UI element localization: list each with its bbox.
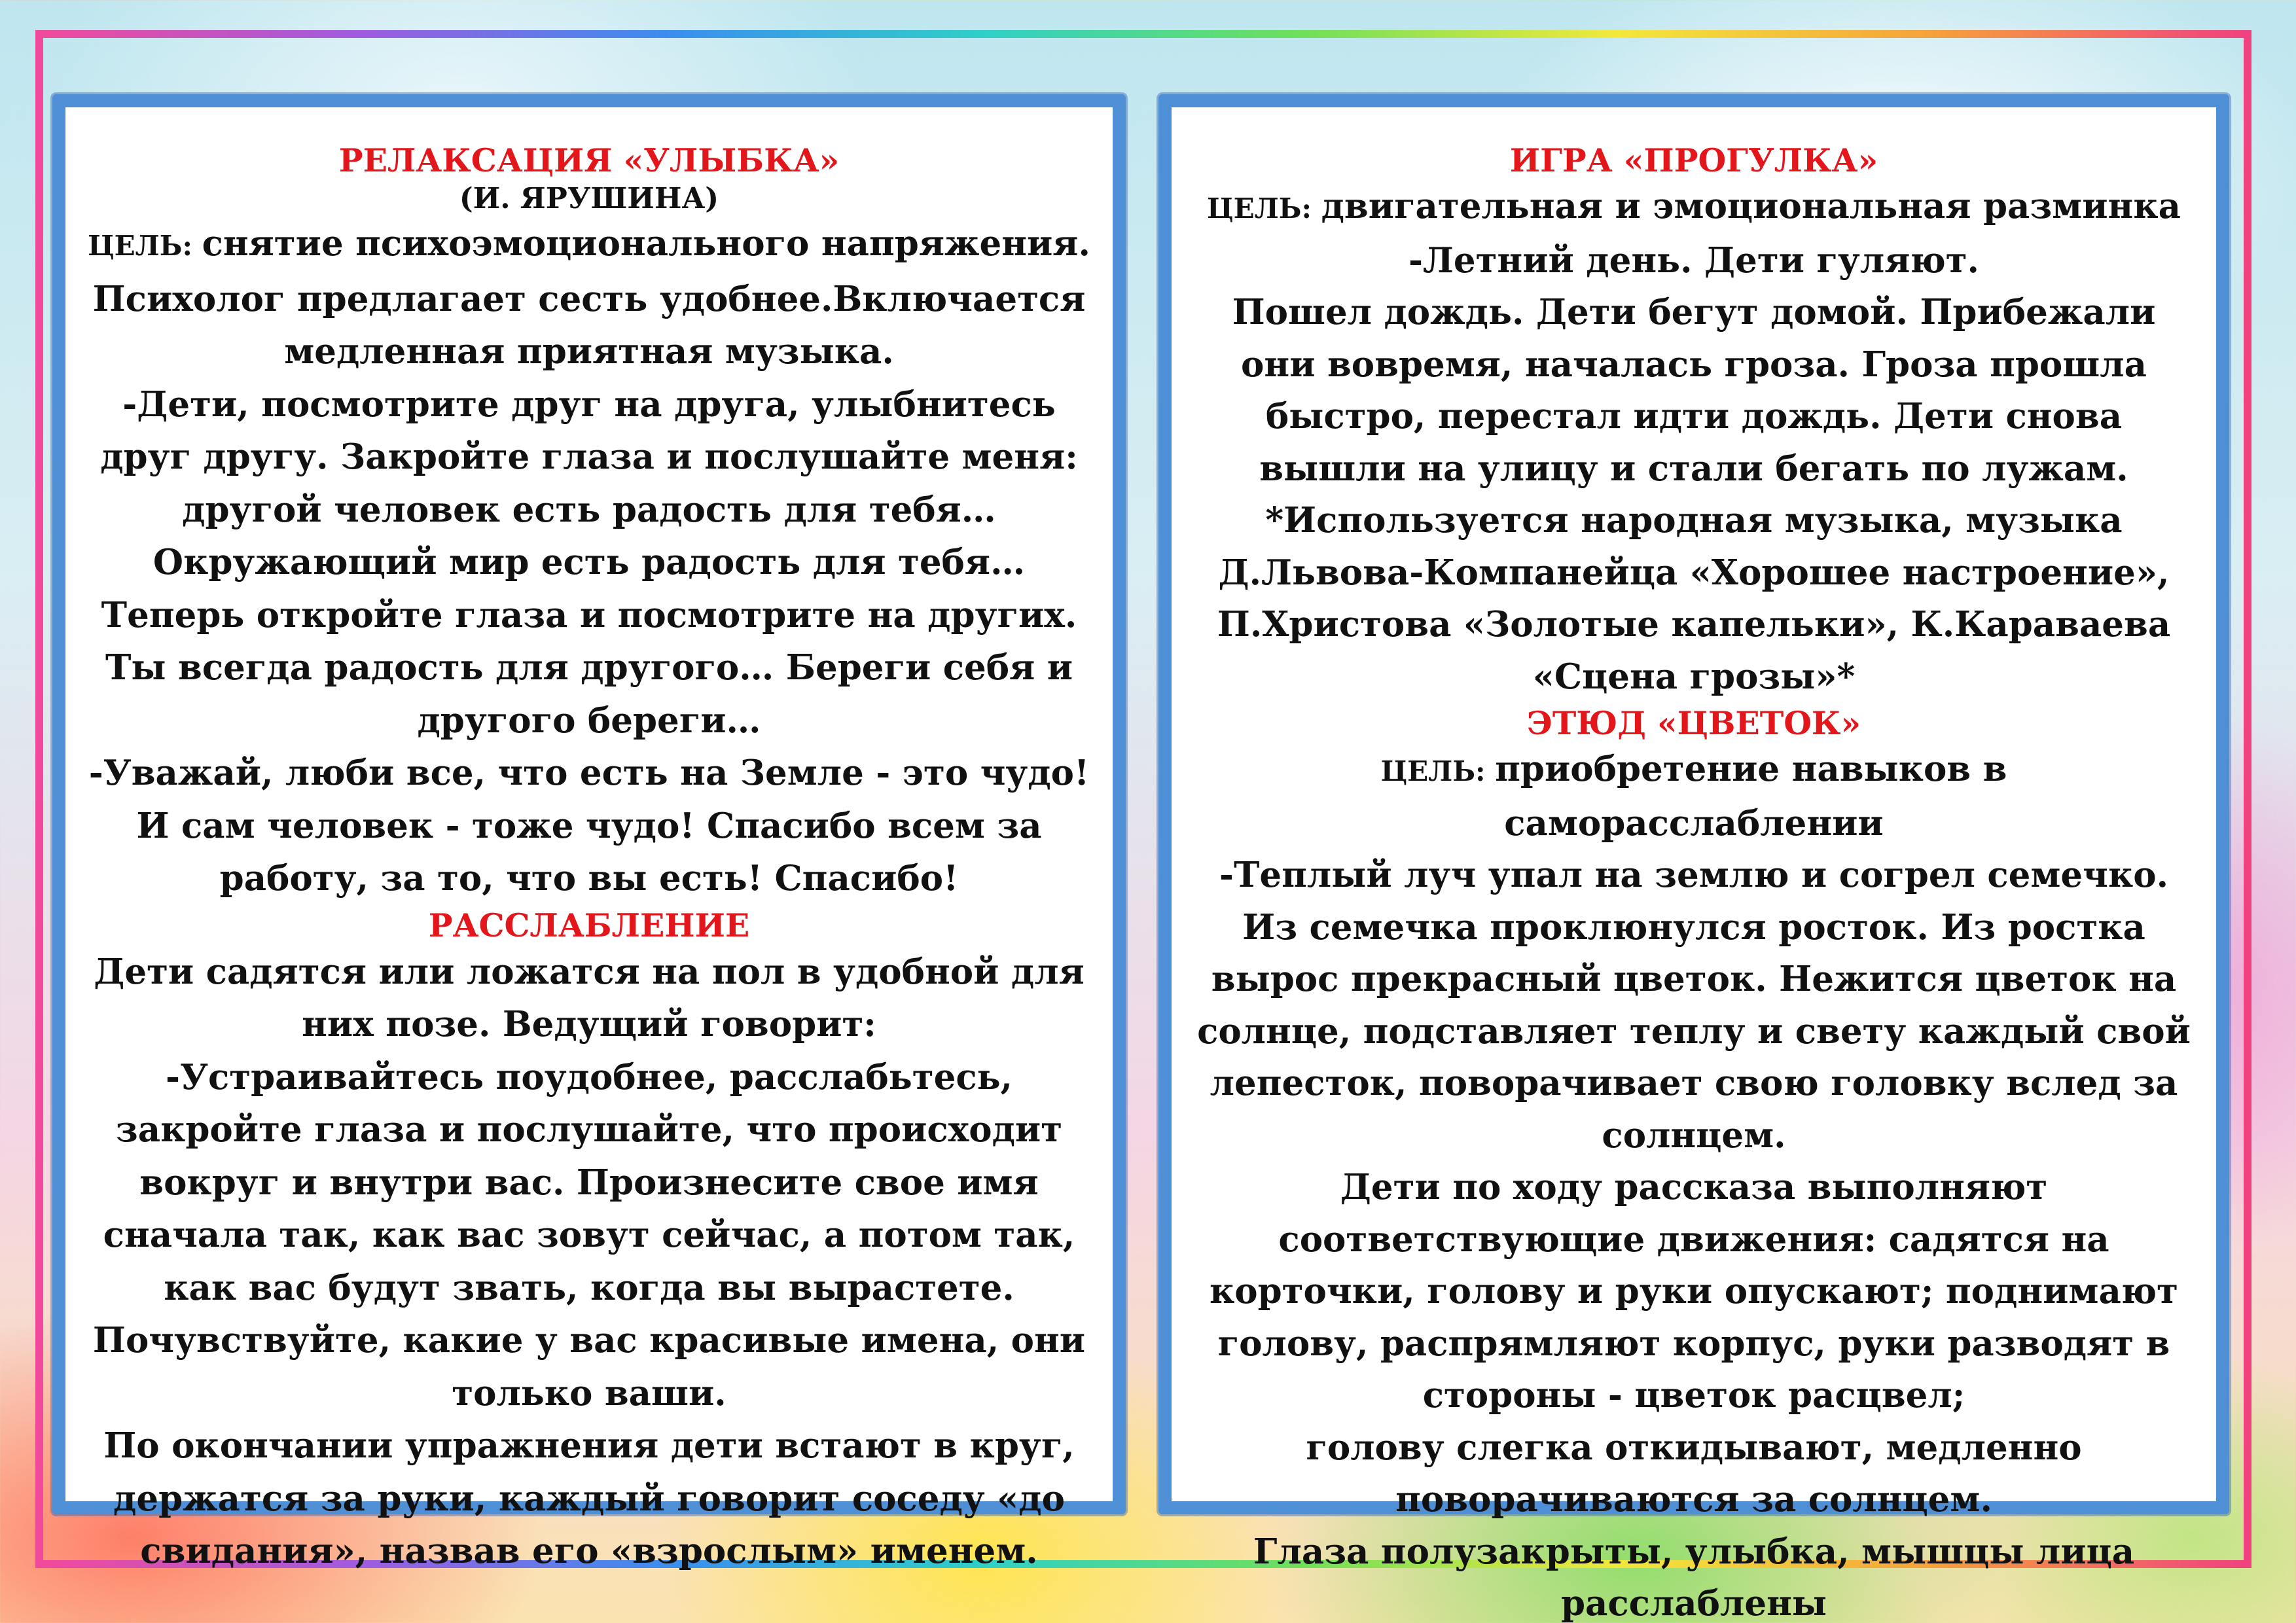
right-paragraph-6: голову слегка откидывают, медленно поворачиваются за солнцем. bbox=[1306, 1427, 2082, 1520]
left-paragraph-6: По окончании упражнения дети встают в круг, держатся за руки, каждый говорит соседу «до свидания», назвав его «взрослым» именем. bbox=[103, 1425, 1075, 1571]
right-panel-content bbox=[1172, 107, 2216, 1623]
right-goal-2 bbox=[1194, 743, 2194, 849]
right-panel bbox=[1158, 94, 2229, 1623]
goal-label: ЦЕЛЬ: bbox=[1207, 192, 1321, 224]
goal-text: снятие психоэмоционального напряжения. bbox=[202, 223, 1090, 264]
right-paragraph-1: -Летний день. Дети гуляют. bbox=[1408, 240, 1979, 281]
flower-etude-title: ЭТЮД «ЦВЕТОК» bbox=[1526, 704, 1861, 742]
left-panel bbox=[52, 94, 1126, 1571]
walk-game-title: ИГРА «ПРОГУЛКА» bbox=[1509, 141, 1878, 179]
goal-text: двигательная и эмоциональная разминка bbox=[1321, 186, 2181, 226]
right-paragraph-3: *Используется народная музыка, музыка Д.Львова-Компанейца «Хорошее настроение», П.Христова «Золотые капельки», К.Караваева «Сцена грозы»* bbox=[1217, 500, 2171, 697]
relaxation-title: РАССЛАБЛЕНИЕ bbox=[428, 906, 750, 944]
right-paragraph-5: Дети по ходу рассказа выполняют соответствующие движения: садятся на корточки, голову и руки опускают; поднимают голову, распрямляют корпус, руки разводят в стороны - цветок расцвел; bbox=[1210, 1167, 2178, 1416]
right-goal-1 bbox=[1194, 181, 2194, 235]
left-paragraph-2: -Дети, посмотрите друг на друга, улыбнитесь друг другу. Закройте глаза и послушайте меня: другой человек есть радость для тебя… Окружающий мир есть радость для тебя… Теперь откройте глаза и посмотрите на других. Ты всегда радость для другого… Береги себя и другого береги… bbox=[100, 383, 1078, 741]
left-paragraph-5: -Устраивайтесь поудобнее, расслабьтесь, закройте глаза и послушайте, что происходит вокруг и внутри вас. Произнесите свое имя сначала так, как вас зовут сейчас, а потом так, как вас будут звать, когда вы вырастете. Почувствуйте, какие у вас красивые имена, они только ваши. bbox=[92, 1056, 1086, 1414]
left-paragraph-3: -Уважай, люби все, что есть на Земле - это чудо! И сам человек - тоже чудо! Спасибо всем за работу, за то, что вы есть! Спасибо! bbox=[88, 753, 1090, 899]
right-paragraph-2: Пошел дождь. Дети бегут домой. Прибежали они вовремя, началась гроза. Гроза прошла быстро, перестал идти дождь. Дети снова вышли на улицу и стали бегать по лужам. bbox=[1232, 292, 2156, 489]
goal-text: приобретение навыков в саморасслаблении bbox=[1495, 749, 2007, 844]
author: (И. ЯРУШИНА) bbox=[459, 182, 719, 215]
relaxation-smile-title: РЕЛАКСАЦИЯ «УЛЫБКА» bbox=[338, 141, 840, 179]
left-paragraph-1: Психолог предлагает сесть удобнее.Включается медленная приятная музыка. bbox=[92, 278, 1086, 372]
goal-label: ЦЕЛЬ: bbox=[88, 230, 202, 262]
right-paragraph-4: -Теплый луч упал на землю и согрел семечко. Из семечка проклюнулся росток. Из ростка вырос прекрасный цветок. Нежится цветок на солнце, подставляет теплу и свету каждый свой лепесток, поворачивает свою головку вслед за солнцем. bbox=[1197, 855, 2191, 1156]
goal-label: ЦЕЛЬ: bbox=[1380, 755, 1496, 787]
right-paragraph-7: Глаза полузакрыты, улыбка, мышцы лица расслаблены bbox=[1253, 1531, 2135, 1623]
left-panel-content bbox=[65, 107, 1113, 1571]
left-paragraph-4: Дети садятся или ложатся на пол в удобной для них позе. Ведущий говорит: bbox=[94, 951, 1085, 1044]
left-goal bbox=[88, 217, 1090, 273]
